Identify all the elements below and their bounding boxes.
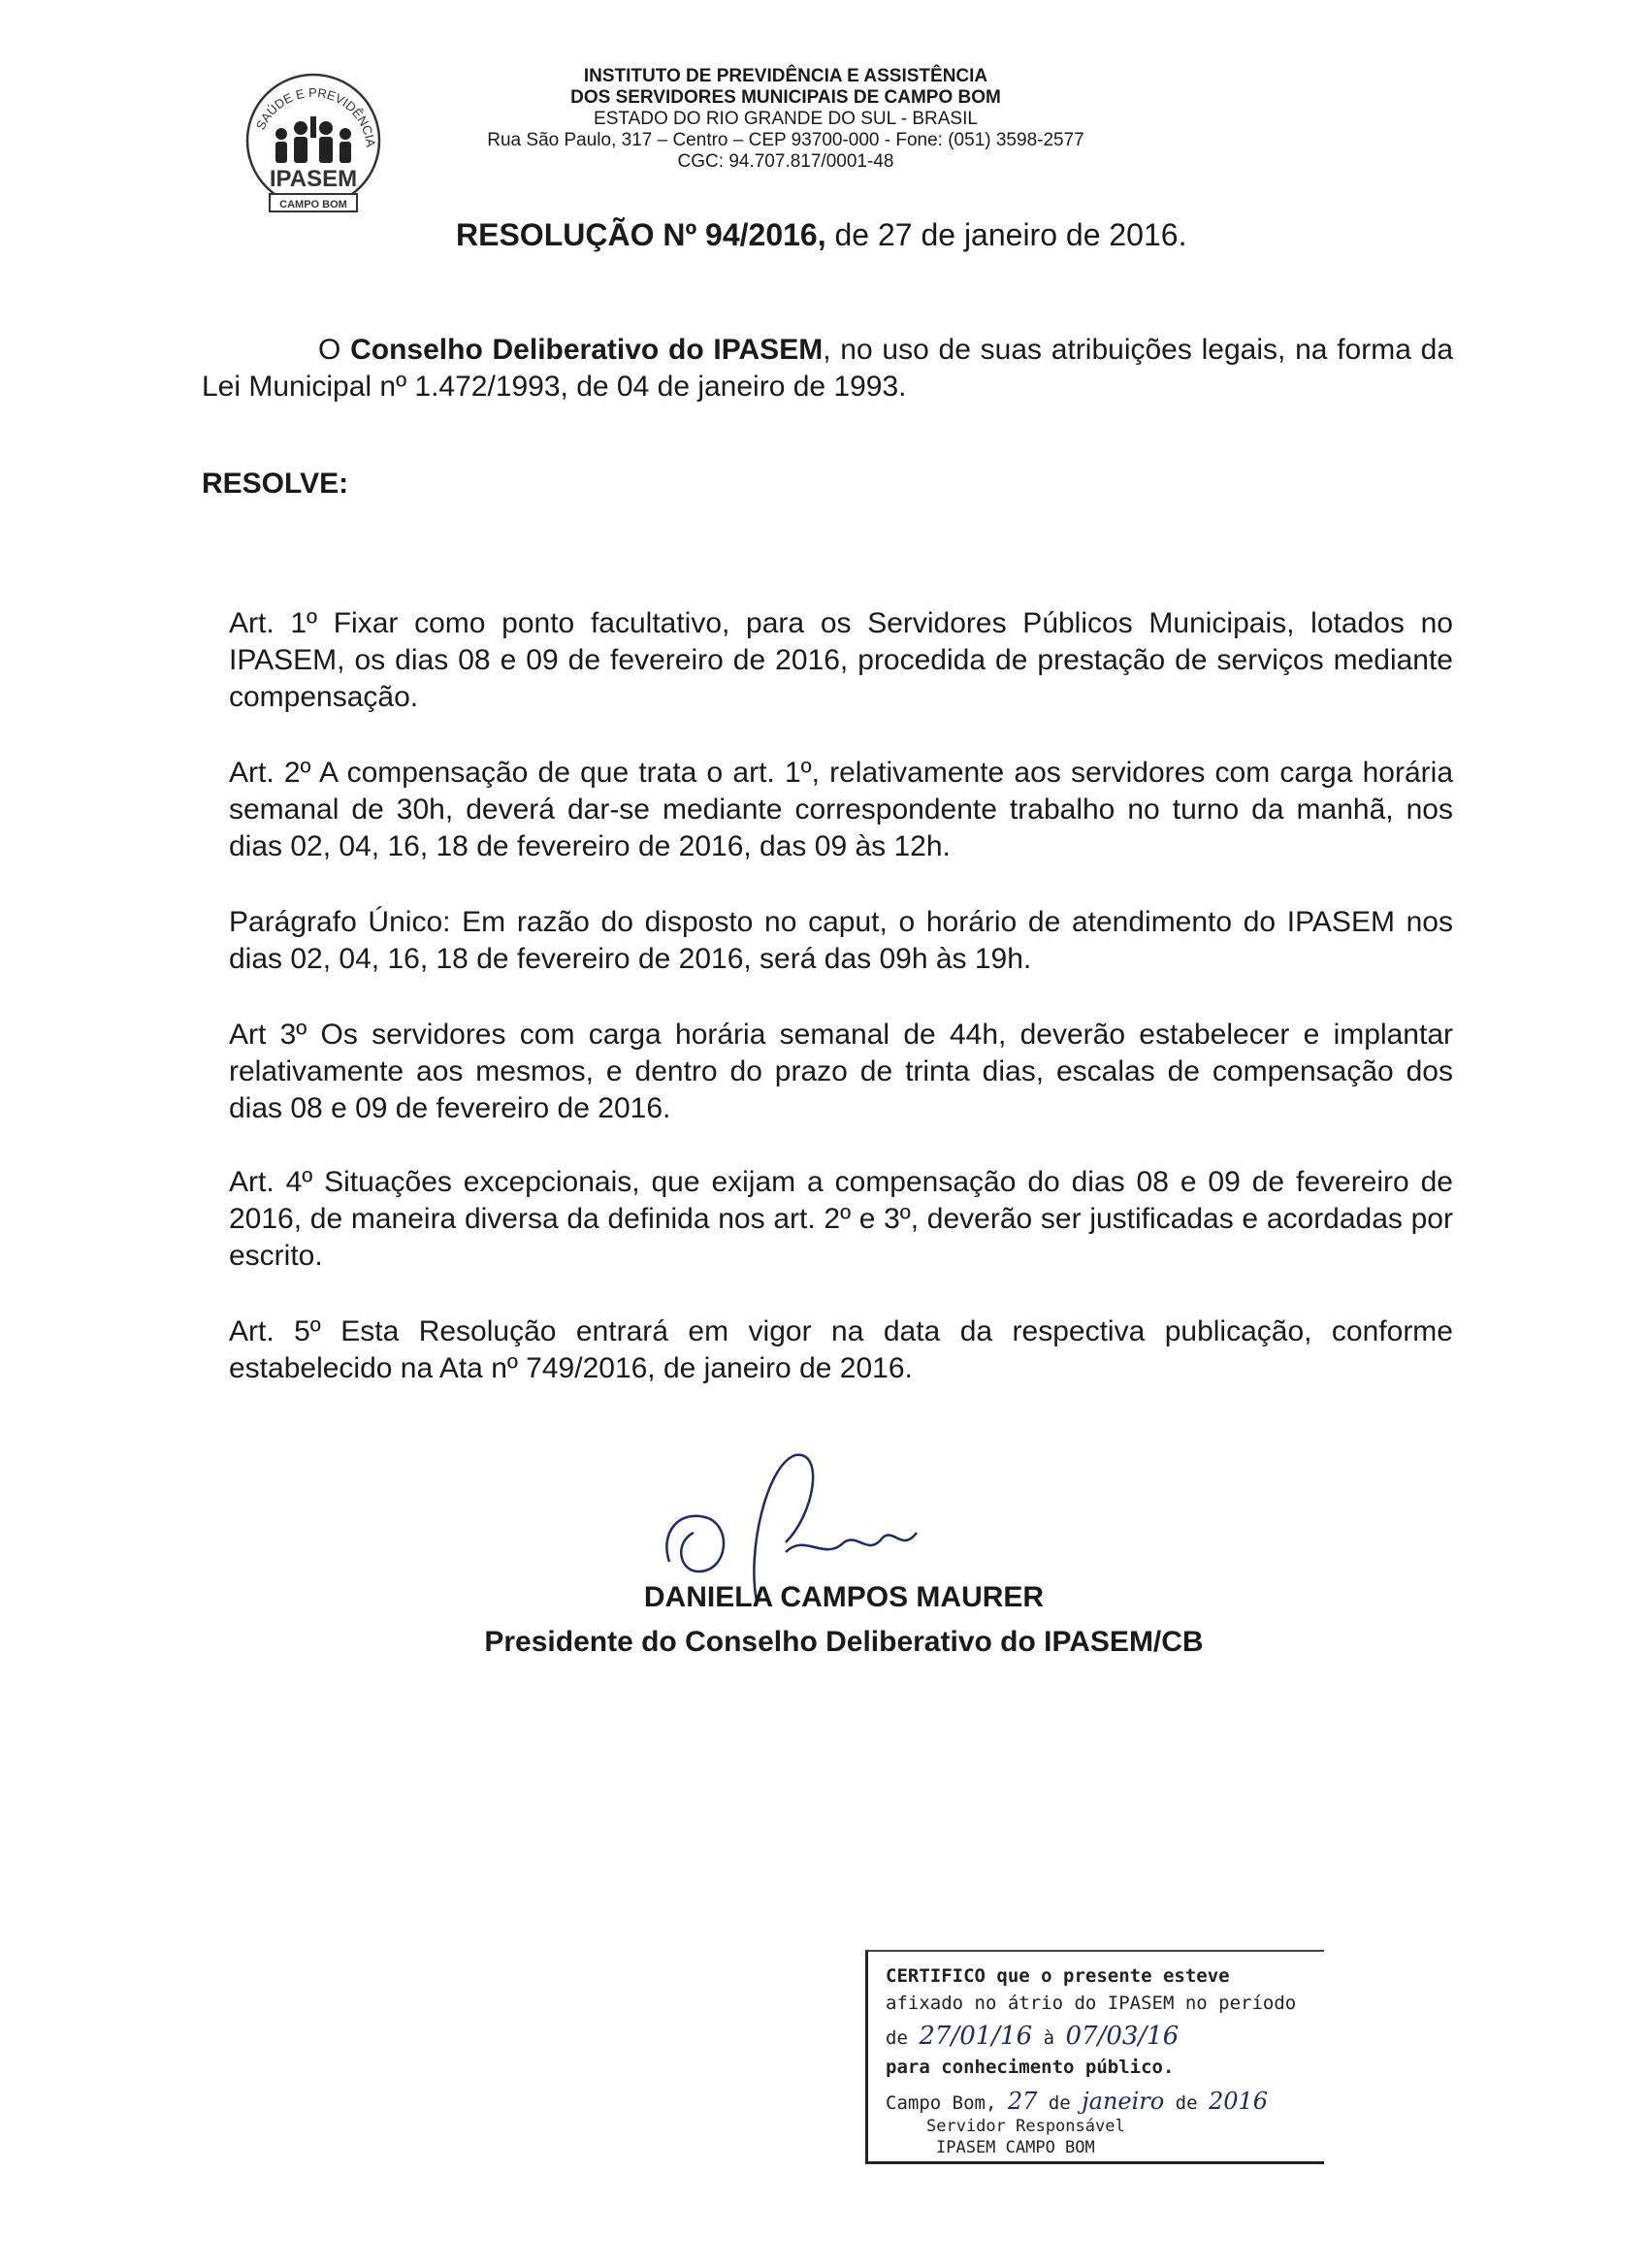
stamp-place-date: Campo Bom, 27 de janeiro de 2016: [886, 2088, 1269, 2115]
institution-header: [436, 66, 1135, 173]
logo-arc-text: SAÚDE E PREVIDÊNCIA: [252, 84, 378, 148]
stamp-date-from: 27/01/16: [919, 2022, 1033, 2051]
header-line-3: ESTADO DO RIO GRANDE DO SUL - BRASIL: [594, 109, 978, 129]
resolve-heading: RESOLVE:: [202, 468, 349, 500]
article-1: Art. 1º Fixar como ponto facultativo, para os Servidores Públicos Municipais, lotados no IPASEM, os dias 08 e 09 de fevereiro de 2016, procedida de prestação de serviços mediante compensação.: [229, 607, 1453, 713]
stamp-responsible: Servidor Responsável: [926, 2117, 1125, 2136]
article-3: Art 3º Os servidores com carga horária semanal de 44h, deverão estabelecer e implantar relativamente aos mesmos, e dentro do prazo de trinta dias, escalas de compensação dos dias 08 e 09 de fevereiro de 2016.: [229, 1019, 1453, 1124]
header-cgc: CGC: 94.707.817/0001-48: [677, 151, 894, 172]
resolution-number: RESOLUÇÃO Nº 94/2016,: [456, 217, 826, 252]
stamp-year: 2016: [1209, 2088, 1269, 2115]
stamp-date-to: 07/03/16: [1065, 2022, 1180, 2051]
article-5: Art. 5º Esta Resolução entrará em vigor na data da respectiva publicação, conforme estabelecido na Ata nº 749/2016, de janeiro de 2016.: [229, 1315, 1453, 1384]
stamp-period: de 27/01/16 à 07/03/16: [886, 2022, 1180, 2051]
paragraph-unico: Parágrafo Único: Em razão do disposto no caput, o horário de atendimento do IPASEM nos dias 02, 04, 16, 18 de fevereiro de 2016, será das 09h às 19h.: [229, 906, 1453, 975]
header-line-1: INSTITUTO DE PREVIDÊNCIA E ASSISTÊNCIA: [583, 66, 988, 86]
stamp-institution: IPASEM CAMPO BOM: [936, 2138, 1095, 2157]
stamp-line-4: para conhecimento público.: [886, 2057, 1175, 2078]
article-2: Art. 2º A compensação de que trata o art. 1º, relativamente aos servidores com carga horária semanal de 30h, deverá dar-se mediante correspondente trabalho no turno da manhã, nos dias 02, 04, 16, 18 de fevereiro de 2016, das 09 às 12h.: [229, 757, 1453, 862]
article-4: Art. 4º Situações excepcionais, que exijam a compensação do dias 08 e 09 de fevereiro de 2016, de maneira diversa da definida nos art. 2º e 3º, deverão ser justificadas e acordadas por escrito.: [229, 1166, 1453, 1272]
ipasem-logo: [231, 58, 396, 223]
stamp-month: janeiro: [1082, 2088, 1165, 2115]
resolution-title: [456, 217, 1186, 253]
certification-stamp: [865, 1950, 1324, 2164]
stamp-line-2: afixado no átrio do IPASEM no período: [886, 1993, 1297, 2014]
logo-banner: CAMPO BOM: [279, 199, 347, 211]
stamp-line-1: CERTIFICO que o presente esteve: [886, 1965, 1230, 1987]
council-name: Conselho Deliberativo do IPASEM: [350, 334, 824, 366]
stamp-day: 27: [1007, 2088, 1038, 2115]
intro-paragraph: O Conselho Deliberativo do IPASEM, no uso de suas atribuições legais, na forma da Lei Municipal nº 1.472/1993, de 04 de janeiro de 1993.: [202, 334, 1454, 403]
signatory-role: Presidente do Conselho Deliberativo do IPASEM/CB: [484, 1626, 1204, 1658]
signatory-name: DANIELA CAMPOS MAURER: [643, 1581, 1045, 1613]
header-line-2: DOS SERVIDORES MUNICIPAIS DE CAMPO BOM: [570, 87, 1001, 108]
header-address: Rua São Paulo, 317 – Centro – CEP 93700-000 - Fone: (051) 3598-2577: [487, 130, 1084, 150]
logo-name: IPASEM: [269, 166, 358, 192]
resolution-date: de 27 de janeiro de 2016.: [825, 217, 1187, 252]
